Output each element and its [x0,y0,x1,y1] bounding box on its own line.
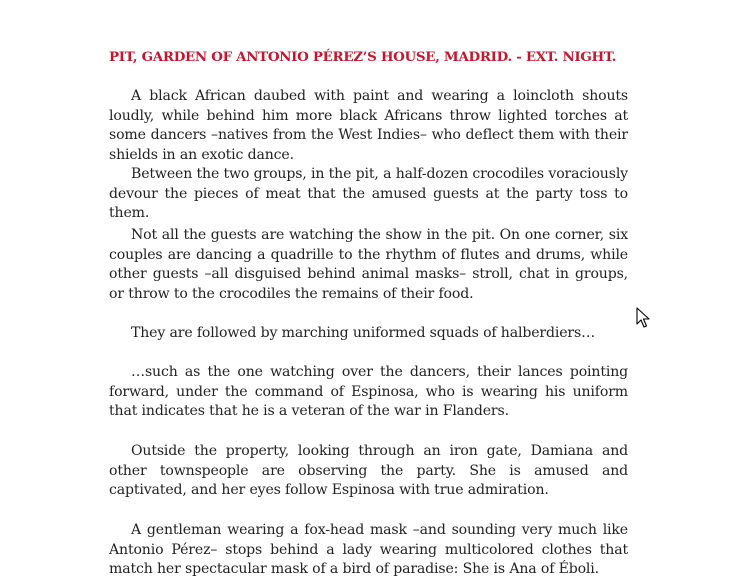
paragraph: Between the two groups, in the pit, a half-dozen crocodiles voraciously devour the pieces of meat that the amused guests at the party toss to them. [109,166,628,222]
scene-heading: PIT, GARDEN OF ANTONIO PÉREZ’S HOUSE, MADRID. - EXT. NIGHT. [109,49,617,65]
paragraph: A gentleman wearing a fox-head mask –and sounding very much like Antonio Pérez– stops behind a lady wearing multicolored clothes that match her spectacular mask of a bird of paradise: She is Ana of Éboli. [109,522,628,578]
paragraph: …such as the one watching over the dancers, their lances pointing forward, under the command of Espinosa, who is wearing his uniform that indicates that he is a veteran of the war in Flanders. [109,364,628,420]
paragraph: A black African daubed with paint and wearing a loincloth shouts loudly, while behind him more black Africans throw lighted torches at some dancers –natives from the West Indies– who deflect them with their shields in an exotic dance. [109,88,628,163]
mouse-pointer-icon [636,307,650,329]
paragraph: Not all the guests are watching the show in the pit. On one corner, six couples are dancing a quadrille to the rhythm of flutes and drums, while other guests –all disguised behind animal masks– stroll, chat in groups, or throw to the crocodiles the remains of their food. [109,227,628,302]
paragraph: Outside the property, looking through an iron gate, Damiana and other townspeople are observing the party. She is amused and captivated, and her eyes follow Espinosa with true admiration. [109,443,628,499]
paragraph: They are followed by marching uniformed squads of halberdiers… [131,325,596,341]
